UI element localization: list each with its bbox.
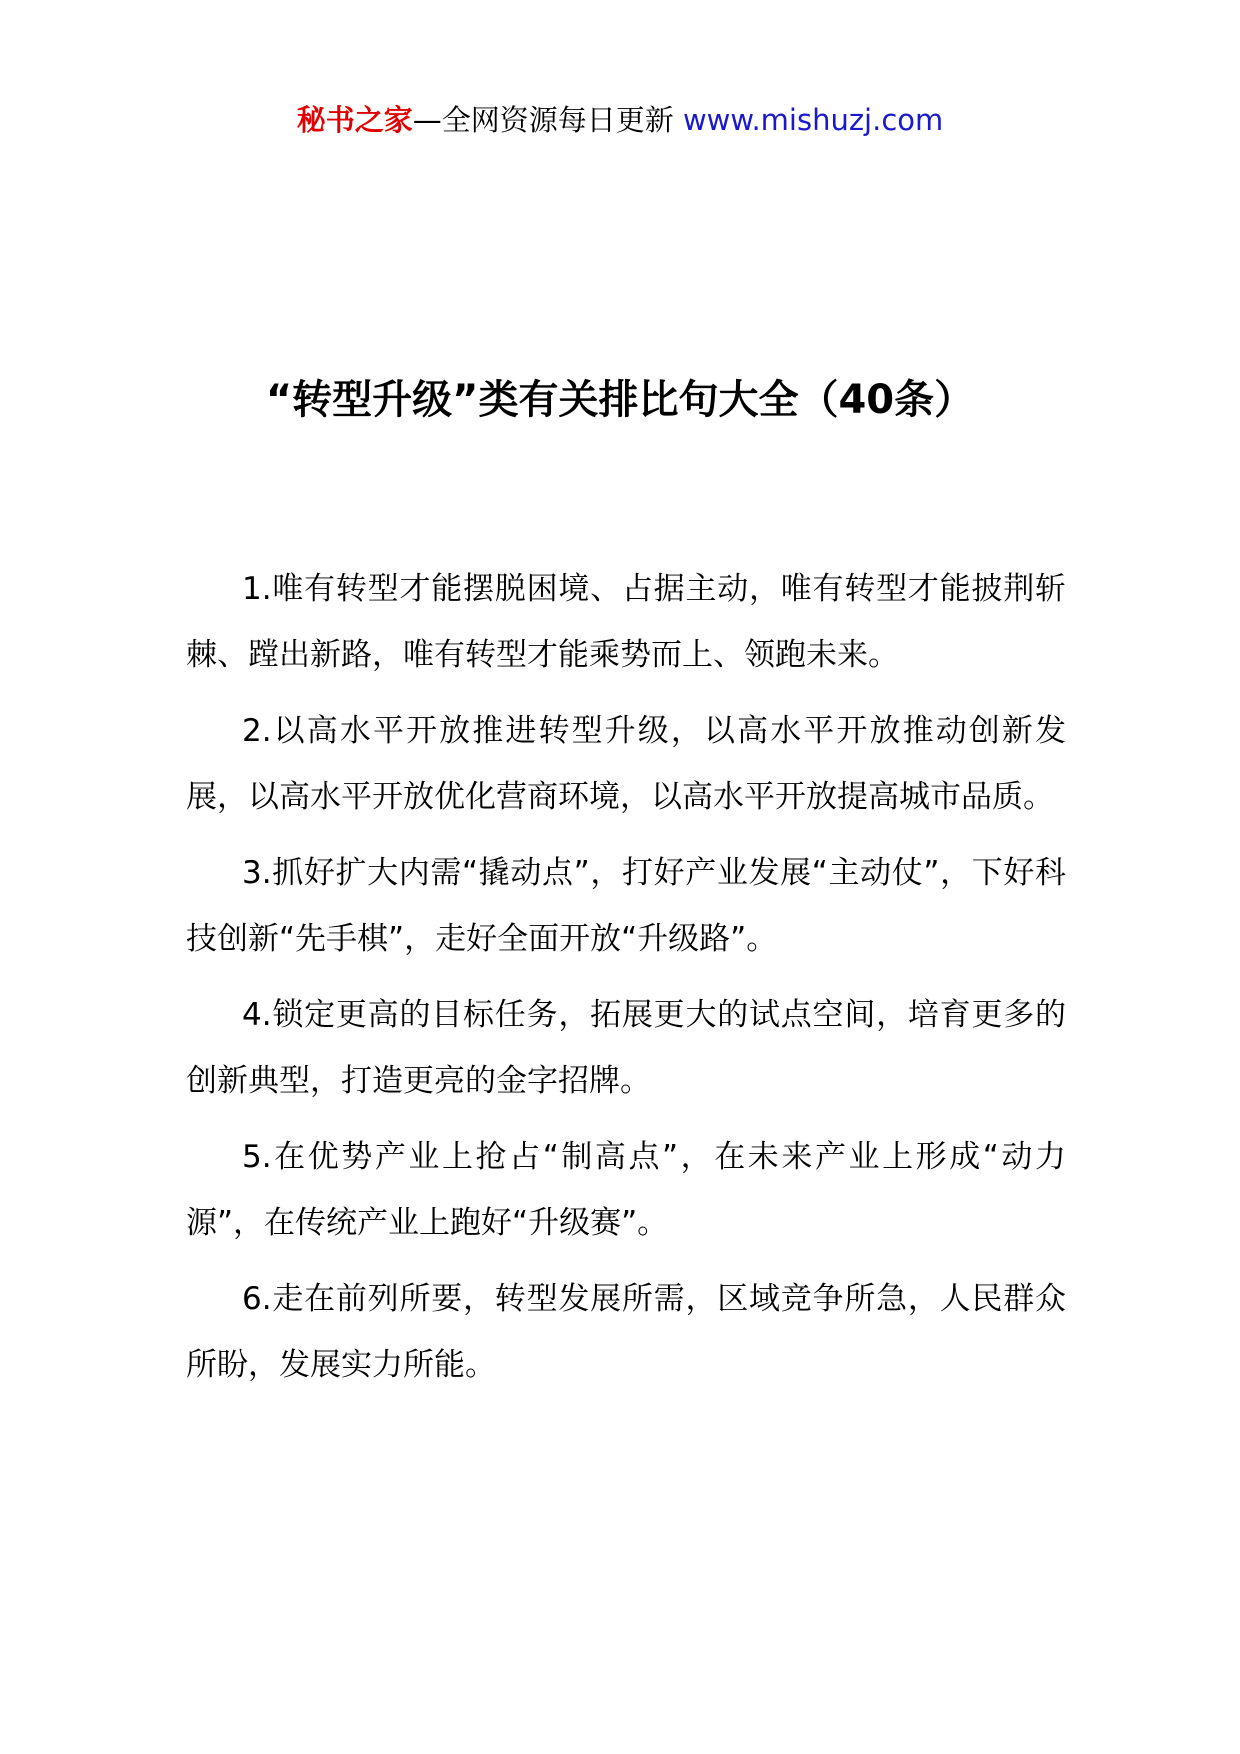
paragraph-4: 4.锁定更高的目标任务，拓展更大的试点空间，培育更多的创新典型，打造更亮的金字招牌。: [186, 997, 1066, 1099]
page-header: [0, 100, 1240, 140]
paragraph-2: 2.以高水平开放推进转型升级，以高水平开放推动创新发展，以高水平开放优化营商环境，以高水平开放提高城市品质。: [186, 713, 1066, 815]
document-title: “转型升级”类有关排比句大全（40条）: [265, 377, 975, 423]
paragraph-1: 1.唯有转型才能摆脱困境、占据主动，唯有转型才能披荆斩棘、蹚出新路，唯有转型才能乘势而上、领跑未来。: [186, 571, 1066, 673]
paragraph-6: 6.走在前列所要，转型发展所需，区域竞争所急，人民群众所盼，发展实力所能。: [186, 1281, 1066, 1383]
paragraph-3: 3.抓好扩大内需“撬动点”，打好产业发展“主动仗”，下好科技创新“先手棋”，走好全面开放“升级路”。: [186, 855, 1066, 957]
document-body: [186, 556, 1066, 1408]
website-link[interactable]: www.mishuzj.com: [682, 103, 944, 137]
brand-name: 秘书之家: [296, 103, 413, 137]
paragraph-5: 5.在优势产业上抢占“制高点”，在未来产业上形成“动力源”，在传统产业上跑好“升级赛”。: [186, 1139, 1066, 1241]
header-tagline: —全网资源每日更新: [412, 103, 683, 137]
